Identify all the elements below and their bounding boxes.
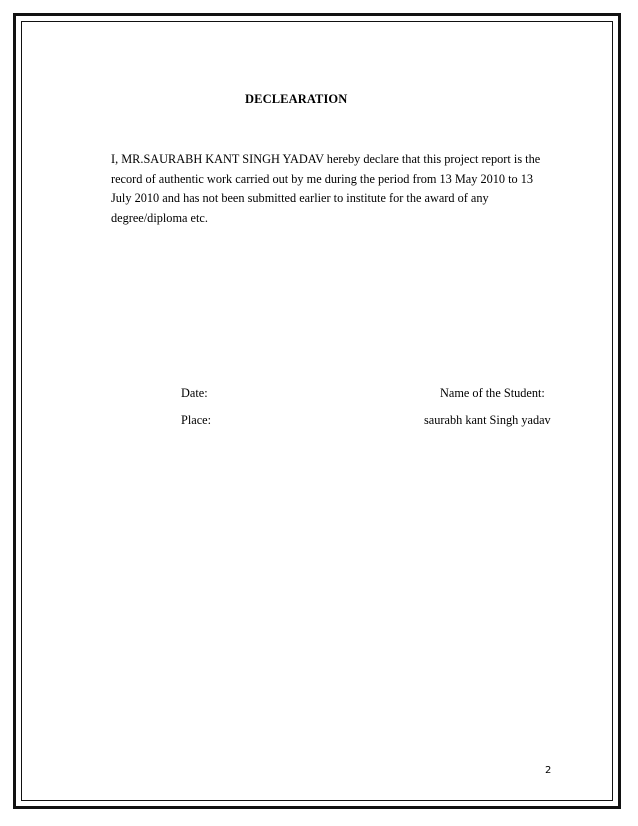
place-label: Place: [181,413,212,427]
page-border-inner [21,21,613,801]
declaration-line: I, MR.SAURABH KANT SINGH YADAV hereby declare that this project report is the [111,152,541,166]
declaration-line: July 2010 and has not been submitted earlier to institute for the award of any [111,191,489,205]
declaration-body [111,150,581,228]
declaration-title: DECLEARATION [245,92,348,106]
declaration-line: degree/diploma etc. [111,210,208,225]
declaration-line: record of authentic work carried out by me during the period from 13 May 2010 to 13 [111,171,534,186]
student-name-value: saurabh kant Singh yadav [424,413,551,427]
page-number: 2 [545,765,552,776]
student-name-label: Name of the Student: [440,386,545,400]
date-label: Date: [181,386,208,400]
